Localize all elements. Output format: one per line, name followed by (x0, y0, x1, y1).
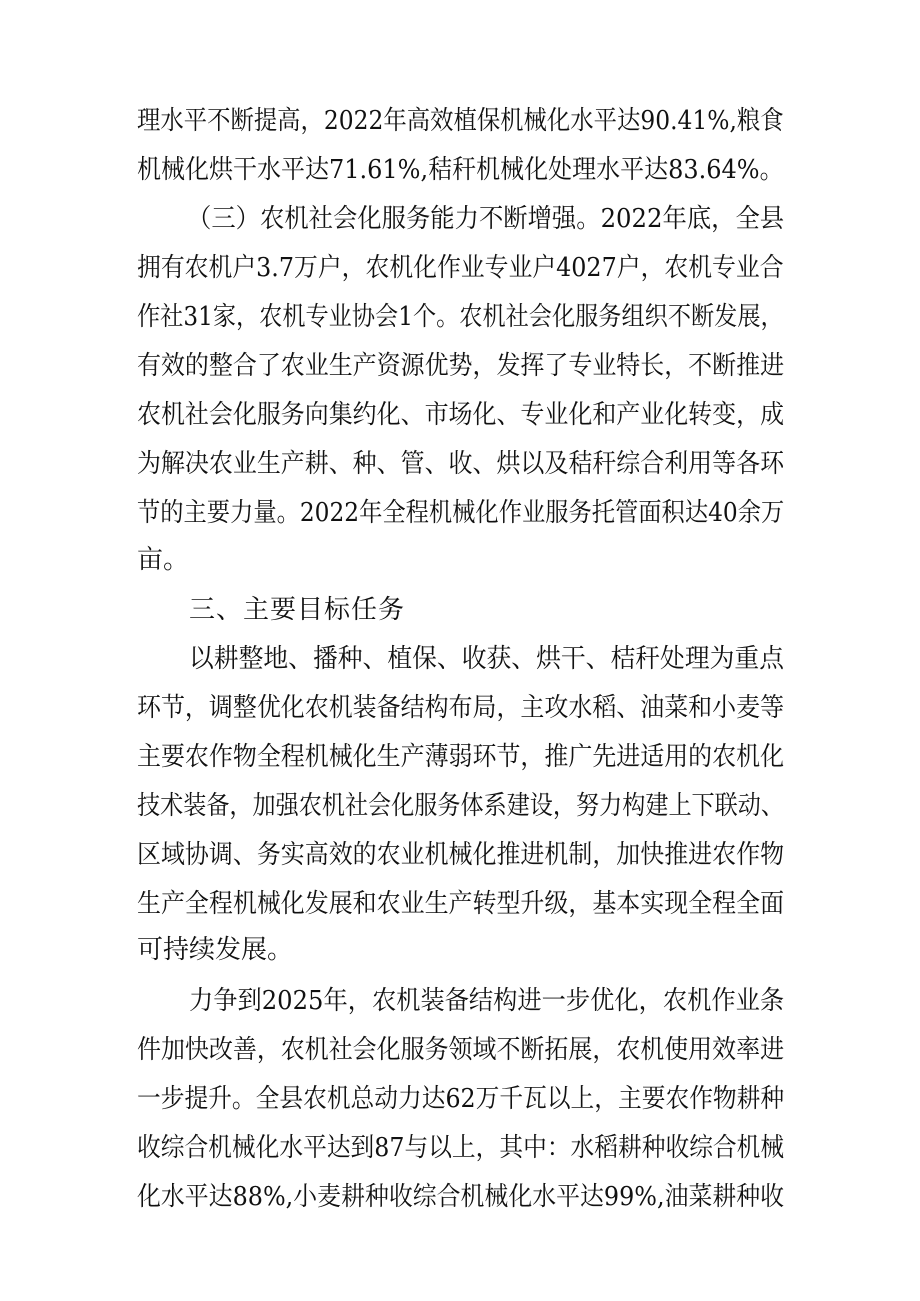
text-line: 收综合机械化水平达到87与以上，其中：水稻耕种收综合机械 (137, 1133, 785, 1163)
text-line: 为解决农业生产耕、种、管、收、烘以及秸秆综合利用等各环 (137, 449, 785, 479)
text-line: 拥有农机户3.7万户，农机化作业专业户4027户，农机专业合 (137, 253, 784, 283)
text-line: 环节，调整优化农机装备结构布局，主攻水稻、油菜和小麦等 (137, 693, 785, 723)
text-line: 亩。 (137, 545, 190, 575)
section-heading: 三、主要目标任务 (189, 595, 406, 625)
text-line: （三）农机社会化服务能力不断增强。2022年底，全县 (187, 204, 785, 234)
text-line: 节的主要力量。2022年全程机械化作业服务托管面积达40余万 (137, 498, 785, 528)
text-line: 化水平达88%,小麦耕种收综合机械化水平达99%,油菜耕种收 (137, 1182, 785, 1212)
text-line: 一步提升。全县农机总动力达62万千瓦以上，主要农作物耕种 (137, 1084, 785, 1114)
text-line: 可持续发展。 (137, 935, 294, 965)
text-line: 作社31家，农机专业协会1个。农机社会化服务组织不断发展， (137, 302, 784, 332)
text-line: 主要农作物全程机械化生产薄弱环节，推广先进适用的农机化 (137, 742, 785, 772)
text-line: 技术装备，加强农机社会化服务体系建设，努力构建上下联动、 (137, 791, 784, 821)
text-line: 理水平不断提高，2022年高效植保机械化水平达90.41%,粮食 (137, 106, 784, 136)
text-line: 有效的整合了农业生产资源优势，发挥了专业特长，不断推进 (137, 351, 785, 381)
text-line: 区域协调、务实高效的农业机械化推进机制，加快推进农作物 (137, 840, 785, 870)
text-line: 件加快改善，农机社会化服务领域不断拓展，农机使用效率进 (137, 1035, 785, 1065)
text-line: 机械化烘干水平达71.61%,秸秆机械化处理水平达83.64%。 (137, 155, 784, 185)
text-line: 生产全程机械化发展和农业生产转型升级，基本实现全程全面 (137, 889, 785, 919)
text-line: 以耕整地、播种、植保、收获、烘干、桔秆处理为重点 (189, 644, 784, 674)
text-line: 力争到2025年，农机装备结构进一步优化，农机作业条 (189, 986, 785, 1016)
text-line: 农机社会化服务向集约化、市场化、专业化和产业化转变，成 (137, 400, 785, 430)
